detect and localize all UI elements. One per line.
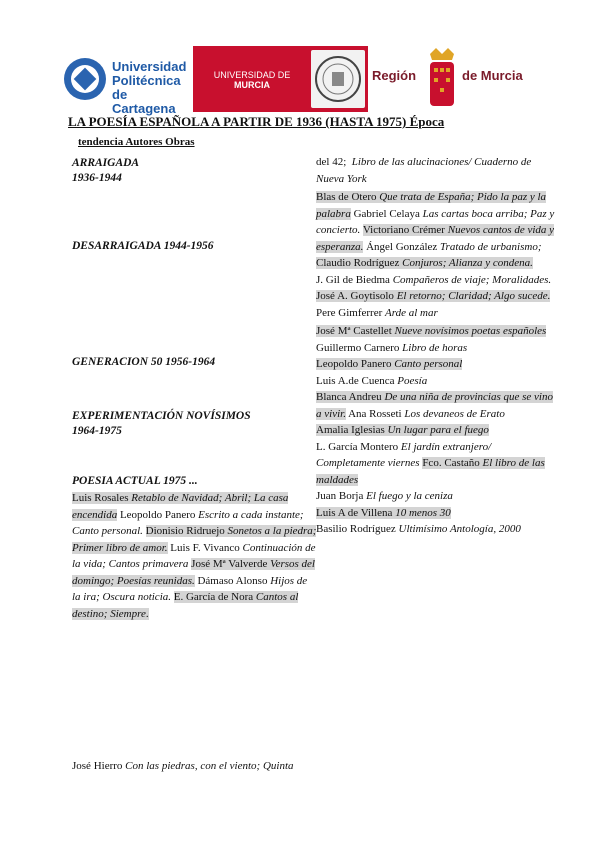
upct-name: Universidad Politécnica de Cartagena [112,59,187,116]
author-entry: Claudio Rodríguez Conjuros; Alianza y condena. [316,257,533,269]
author-entry: del 42; Libro de las alucinaciones/ Cuaderno de Nueva York [316,156,532,185]
author-entry: Fco. Castaño El libro de las maldades [316,457,545,486]
right-column-authors [316,154,560,538]
author-entry: José A. Goytisolo El retorno; Claridad; Algo sucede. [316,290,551,302]
rm-text-region: Región [372,68,417,83]
author-entry: Ana Rosseti Los devaneos de Erato [348,407,505,420]
author-entry: Pere Gimferrer Arde al mar [316,306,438,319]
author-entry: Guillermo Carnero Libro de horas [316,341,468,354]
era-desarraigada: DESARRAIGADA 1944-1956 [72,240,214,252]
bottom-author-entry: José Hierro Con las piedras, con el viento; Quinta [72,760,294,772]
left-column-authors [72,490,318,622]
author-entry: E. García de Nora Cantos al destino; Siempre. [72,591,299,620]
rm-text-murcia: de Murcia [462,68,523,83]
author-entry: Luis F. Vivanco Continuación de la vida; Cantos primavera [72,541,316,570]
page-title: LA POESÍA ESPAÑOLA A PARTIR DE 1936 (HASTA 1975) Época [68,114,445,129]
upct-logo [62,56,190,116]
author-entry: Luis A de Villena 10 menos 30 [316,506,451,519]
author-entry: Victoriano Crémer Nuevos cantos de vida y esperanza. [316,224,555,253]
author-entry: Ángel González Tratado de urbanismo; [366,240,542,253]
author-entry: Leopoldo Panero Canto personal [316,358,463,370]
author-entry: Amalia Iglesias Un lugar para el fuego [316,424,489,436]
um-name: UNIVERSIDAD DE MURCIA [213,70,291,90]
author-entry: Luis A.de Cuenca Poesía [316,374,428,387]
era-arraigada: ARRAIGADA 1936-1944 [72,157,140,184]
author-entry: Luis Rosales Retablo de Navidad; Abril; La casa encendida [72,492,289,521]
header-logos [62,46,532,116]
author-entry: Dionisio Ridruejo Sonetos a la piedra; Primer libro de amor. [72,525,317,554]
era-generacion-50: GENERACION 50 1956-1964 [72,356,216,368]
um-logo [193,46,368,112]
author-entry: J. Gil de Biedma Compañeros de viaje; Moralidades. [316,273,552,286]
upct-emblem-icon [62,56,108,102]
author-entry: Blanca Andreu De una niña de provincias que se vino a vivir. [316,391,553,420]
era-poesia-actual: POESIA ACTUAL 1975 ... [72,475,198,487]
author-entry: Juan Borja El fuego y la ceniza [316,490,453,502]
author-entry: Blas de Otero Que trata de España; Pido la paz y la palabra [316,191,547,220]
region-murcia-logo [372,46,532,112]
author-entry: L. García Montero El jardín extranjero/ Completamente viernes [316,440,492,469]
author-entry: Gabriel Celaya Las cartas boca arriba; Paz y concierto. [316,207,555,236]
author-entry: José Mª Valverde Versos del domingo; Poesías reunidas. [72,558,315,587]
era-experimentacion: EXPERIMENTACIÓN NOVÍSIMOS 1964-1975 [72,410,251,437]
murcia-crown-shield-icon [426,46,458,110]
author-entry: Basilio Rodríguez Ultimísimo Antología, 2000 [316,523,521,535]
um-seal-icon [311,50,365,108]
table-header: tendencia Autores Obras [78,136,195,148]
author-entry: Leopoldo Panero Escrito a cada instante; Canto personal. [72,508,304,537]
author-entry: José Mª Castellet Nueve novísimos poetas españoles [316,325,547,337]
author-entry: Dámaso Alonso Hijos de la ira; Oscura noticia. [72,574,308,603]
